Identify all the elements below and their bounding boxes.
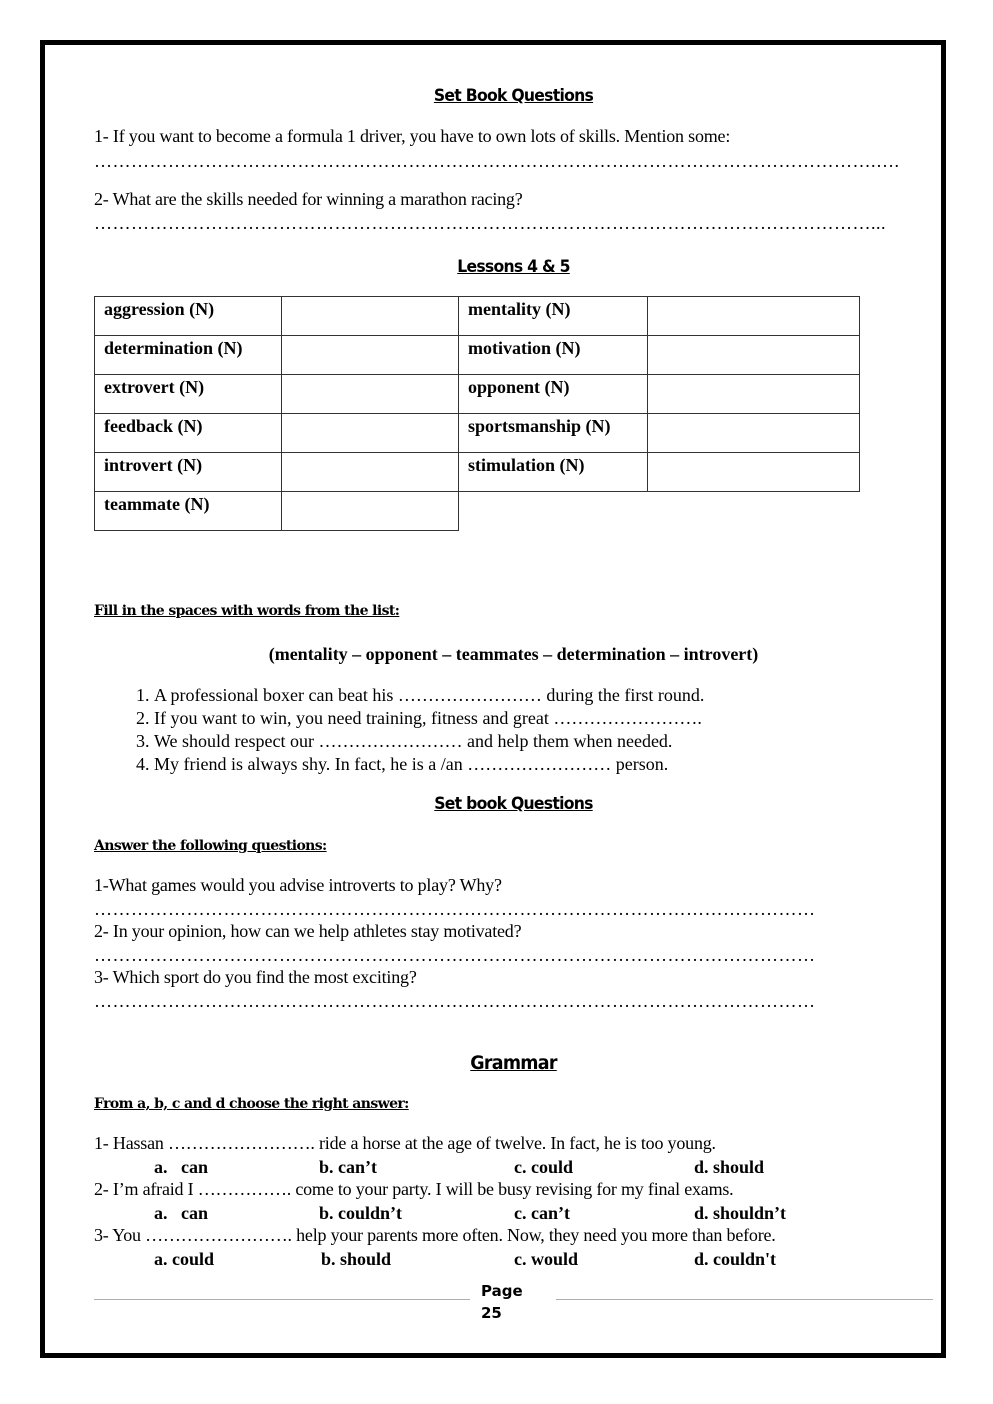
vocab-word: mentality (N) — [459, 297, 648, 336]
option-d[interactable]: d. couldn't — [694, 1249, 777, 1269]
option-b[interactable]: b. couldn’t — [319, 1203, 403, 1223]
question: 2- In your opinion, how can we help athletes stay motivated? — [94, 921, 522, 941]
vocab-blank[interactable] — [282, 297, 459, 336]
fill-list — [94, 684, 704, 776]
answer-line[interactable]: ……………………………………………………………………………………………………… — [94, 991, 816, 1011]
vocab-blank[interactable] — [282, 336, 459, 375]
table-row — [95, 297, 860, 336]
fill-item: 2. If you want to win, you need training, fitness and great ……………………. — [154, 707, 704, 730]
option-d[interactable]: d. shouldn’t — [694, 1203, 787, 1223]
footer-rule-left — [94, 1299, 470, 1300]
option-c[interactable]: c. would — [514, 1249, 579, 1269]
vocab-blank[interactable] — [648, 414, 860, 453]
vocab-word: determination (N) — [95, 336, 282, 375]
answer-instruction: Answer the following questions: — [94, 838, 327, 854]
table-row — [95, 453, 860, 492]
question-2: 2- What are the skills needed for winning a marathon racing? — [94, 189, 523, 209]
table-row — [95, 336, 860, 375]
vocabulary-table — [94, 296, 860, 531]
option-a[interactable]: a. could — [154, 1249, 215, 1269]
answer-line[interactable]: ……………………………………………………………………………………………………… — [94, 899, 816, 919]
answer-line-2[interactable]: ………………………………………………………………………………………………………………... — [94, 213, 886, 233]
fill-instruction: Fill in the spaces with words from the list: — [94, 603, 400, 619]
vocab-word: introvert (N) — [95, 453, 282, 492]
option-d[interactable]: d. should — [694, 1157, 765, 1177]
vocab-word: teammate (N) — [95, 492, 282, 531]
vocab-blank[interactable] — [282, 414, 459, 453]
option-b[interactable]: b. should — [321, 1249, 392, 1269]
option-c[interactable]: c. can’t — [514, 1203, 570, 1223]
vocab-blank[interactable] — [648, 336, 860, 375]
vocab-blank[interactable] — [648, 297, 860, 336]
vocab-word: aggression (N) — [95, 297, 282, 336]
vocab-word: motivation (N) — [459, 336, 648, 375]
vocab-blank[interactable] — [282, 375, 459, 414]
set-book-questions-heading-2: Set book Questions — [434, 794, 593, 814]
grammar-question: 1- Hassan ……………………. ride a horse at the age of twelve. In fact, he is too young. — [94, 1133, 716, 1153]
table-row — [95, 375, 860, 414]
fill-item: 4. My friend is always shy. In fact, he is a /an …………………… person. — [154, 753, 704, 776]
vocab-blank[interactable] — [648, 453, 860, 492]
lessons-heading: Lessons 4 & 5 — [457, 257, 570, 277]
fill-item: 3. We should respect our …………………… and help them when needed. — [154, 730, 704, 753]
vocab-word: sportsmanship (N) — [459, 414, 648, 453]
page-number-value: 25 — [481, 1304, 502, 1322]
fill-item: 1. A professional boxer can beat his …………………… during the first round. — [154, 684, 704, 707]
word-list: (mentality – opponent – teammates – determination – introvert) — [268, 644, 759, 664]
page-number — [481, 1280, 523, 1324]
question: 1-What games would you advise introverts to play? Why? — [94, 875, 502, 895]
vocab-word: feedback (N) — [95, 414, 282, 453]
answer-line[interactable]: ……………………………………………………………………………………………………… — [94, 945, 816, 965]
option-b[interactable]: b. can’t — [319, 1157, 377, 1177]
vocab-word: stimulation (N) — [459, 453, 648, 492]
answer-line-1[interactable]: ……………………………………………………………………………………………………………….…. — [94, 151, 900, 171]
table-empty-space — [459, 492, 860, 531]
grammar-instruction: From a, b, c and d choose the right answer: — [94, 1096, 409, 1112]
option-a[interactable]: a. can — [154, 1203, 208, 1223]
vocab-blank[interactable] — [282, 492, 459, 531]
option-c[interactable]: c. could — [514, 1157, 574, 1177]
footer-rule-right — [556, 1299, 933, 1300]
grammar-question: 2- I’m afraid I ……………. come to your party. I will be busy revising for my final exams. — [94, 1179, 734, 1199]
vocab-blank[interactable] — [648, 375, 860, 414]
set-book-questions-heading: Set Book Questions — [433, 86, 594, 106]
question: 3- Which sport do you find the most exciting? — [94, 967, 417, 987]
vocab-blank[interactable] — [282, 453, 459, 492]
grammar-question: 3- You ……………………. help your parents more often. Now, they need you more than before. — [94, 1225, 776, 1245]
question-1: 1- If you want to become a formula 1 driver, you have to own lots of skills. Mention some: — [94, 126, 731, 146]
vocab-word: extrovert (N) — [95, 375, 282, 414]
table-row — [95, 492, 860, 531]
option-a[interactable]: a. can — [154, 1157, 208, 1177]
table-row — [95, 414, 860, 453]
page-word: Page — [481, 1282, 523, 1300]
vocab-word: opponent (N) — [459, 375, 648, 414]
grammar-heading: Grammar — [470, 1052, 557, 1074]
